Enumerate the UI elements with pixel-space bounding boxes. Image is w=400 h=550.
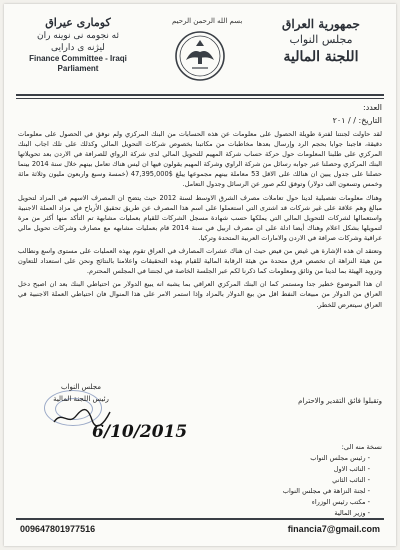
header-divider-thin: [16, 98, 384, 99]
closing-salutation: وتقبلوا فائق التقدير والاحترام: [298, 397, 382, 405]
letterhead-kurdish-line-1: كومارى عيراق: [45, 16, 111, 29]
letterhead-arabic: [256, 16, 386, 67]
signature-title: رئيس اللجنة المالية: [53, 395, 109, 403]
letter-body: [18, 129, 382, 313]
copy-to-item: - النائب الاول: [333, 465, 370, 473]
letterhead-finance-committee: اللجنة المالية: [283, 49, 359, 65]
reference-date: التاريخ: / / ٢٠١: [332, 116, 382, 125]
letterhead-kurdish-line-3: ليژنه ى دارايى: [51, 43, 105, 53]
copy-to-recipients: [283, 453, 382, 519]
parliament-emblem-icon: [172, 26, 228, 82]
footer-phone: 009647801977516: [20, 524, 96, 534]
letterhead-kurdish-english: [18, 16, 138, 74]
letterhead-kurdish-line-2: ئه نجومه نى نوينه ران: [36, 31, 120, 41]
footer-divider: [16, 518, 384, 520]
basmala-text: بسم الله الرحمن الرحيم: [172, 17, 243, 25]
copy-to-item: - مكتب رئيس الوزراء: [311, 498, 370, 506]
letterhead-english-line-2: Parliament: [57, 64, 99, 73]
header-divider: [16, 94, 384, 96]
copy-to-item: - النائب الثاني: [332, 476, 370, 484]
reference-block: [252, 101, 382, 127]
footer-email: financia7@gmail.com: [287, 524, 380, 534]
copy-to-item: - لجنة النزاهة في مجلس النواب: [282, 487, 370, 495]
handwritten-date: 6/10/2015: [92, 422, 188, 442]
copy-to-list: [283, 442, 382, 519]
letterhead-english-line-1: Finance Committee - Iraqi: [29, 54, 127, 63]
copy-to-item: - وزير المالية: [334, 509, 370, 517]
signature-name: مجلس النواب: [60, 383, 102, 391]
body-paragraph-4: ان هذا الموضوع خطير جدا ومستمر كما ان البنك المركزي العراقي بما يشبه انه يبيع الدولار من احتياطي البنك بعد ان اصبح دخل العراق من الدولار من مبيعات النفط اقل من بيع الدولار بالمزاد وإذا استمر الامر على هذا المنوال فان احتياطي العملة الاجنبية في العراق سيتعرض للخطر.: [18, 280, 382, 309]
letterhead-emblem: [172, 16, 243, 86]
signature-block: [26, 381, 136, 405]
copy-to-item: - رئيس مجلس النواب: [310, 454, 370, 462]
letterhead-republic-of-iraq: جمهورية العراق: [282, 17, 360, 31]
copy-to-heading: نسخة منه الى:: [341, 443, 382, 451]
body-paragraph-1: لقد حاولت لجنتنا لفترة طويلة الحصول على معلومات عن هذه الحسابات من البنك المركزي ولم نوفق في الحصول على معلومات دقيقة، فاجبنا جوابا بحجم الرد وإرسال بعدها مخاطبات من مكاتبنا بخصوص شركات التحويل المالي وكذلك على تلك اجاب البنك المركزي على طلبنا المعلومات حول حركة حساب شركة المهيم للتحويل المالي لدى شركة الرواي للصرافة في الاردن بعد تحويلاتها البنك المركزي وحصلنا عبر جوابه رسائل من شركة الراوي وشركة المهيم يقولون فيها ان ليس هناك تعامل بينهم خلال سنة 2014 بينما حصلنا على جدول يبين ان هنالك على الاقل 53 معاملة بينهم مجموعها يبلغ $47,395,000 (خمسة وسبع واربعون مليون وثلاثة مائة وخمس وتسعون الف دولار) وتوفق لكم صور عن الرسائل وجدول التعامل.: [18, 130, 382, 189]
reference-number: العدد:: [363, 103, 382, 112]
body-paragraph-3: وتعتقد ان هذه الإشارة هي غيض من فيض حيث ان هناك عشرات المصارف في العراق تقوم بهذه العمليات على مستوى واسع ونطالب من هيئة النزاهة ان تخصص فرق متحدة من هيئة الرقابة المالية للقيام بهذه التحقيقات واعلامنا بالنتائج ونحن على استعداد للتعاون وتزويد الهيئة بما لدينا من وثائق ومعلومات كما ذكرنا لكم عبر الجلسة الخاصة في لجنتنا في المجلس المحترم.: [18, 247, 382, 276]
body-paragraph-2: وهناك معلومات تفصيلية لدينا حول تعاملات مصرف الشرق الاوسط لسنة 2012 حيث يتضح ان المصرف الاسهم في المزاد لتحويل مبالغ وهم علاقة على غير شركات قد اشترى التي استعملوا على اسم هذا المصرف عن طريق تحقيق الأرباح في مزاد العملة الاجنبية واستعمالها لشركات للتحويل المالي التي يملكها حسب شهادة مسجل الشركات للقيام بعمليات مشابهة تم التأكد منها أكثر من مرة لتمويلها بشكل اعلام وهناك أيضا ادلة على ان مصرف اربيل في سنة 2014 قام بعمليات مشابهه مع مصارف وشركات تحويل مالي عراقية وشركات صرافة في الاردن والامارات العربية المتحدة وتركيا.: [18, 193, 382, 242]
letter-page: [4, 4, 396, 546]
letterhead-council-of-representatives: مجلس النواب: [289, 33, 353, 46]
